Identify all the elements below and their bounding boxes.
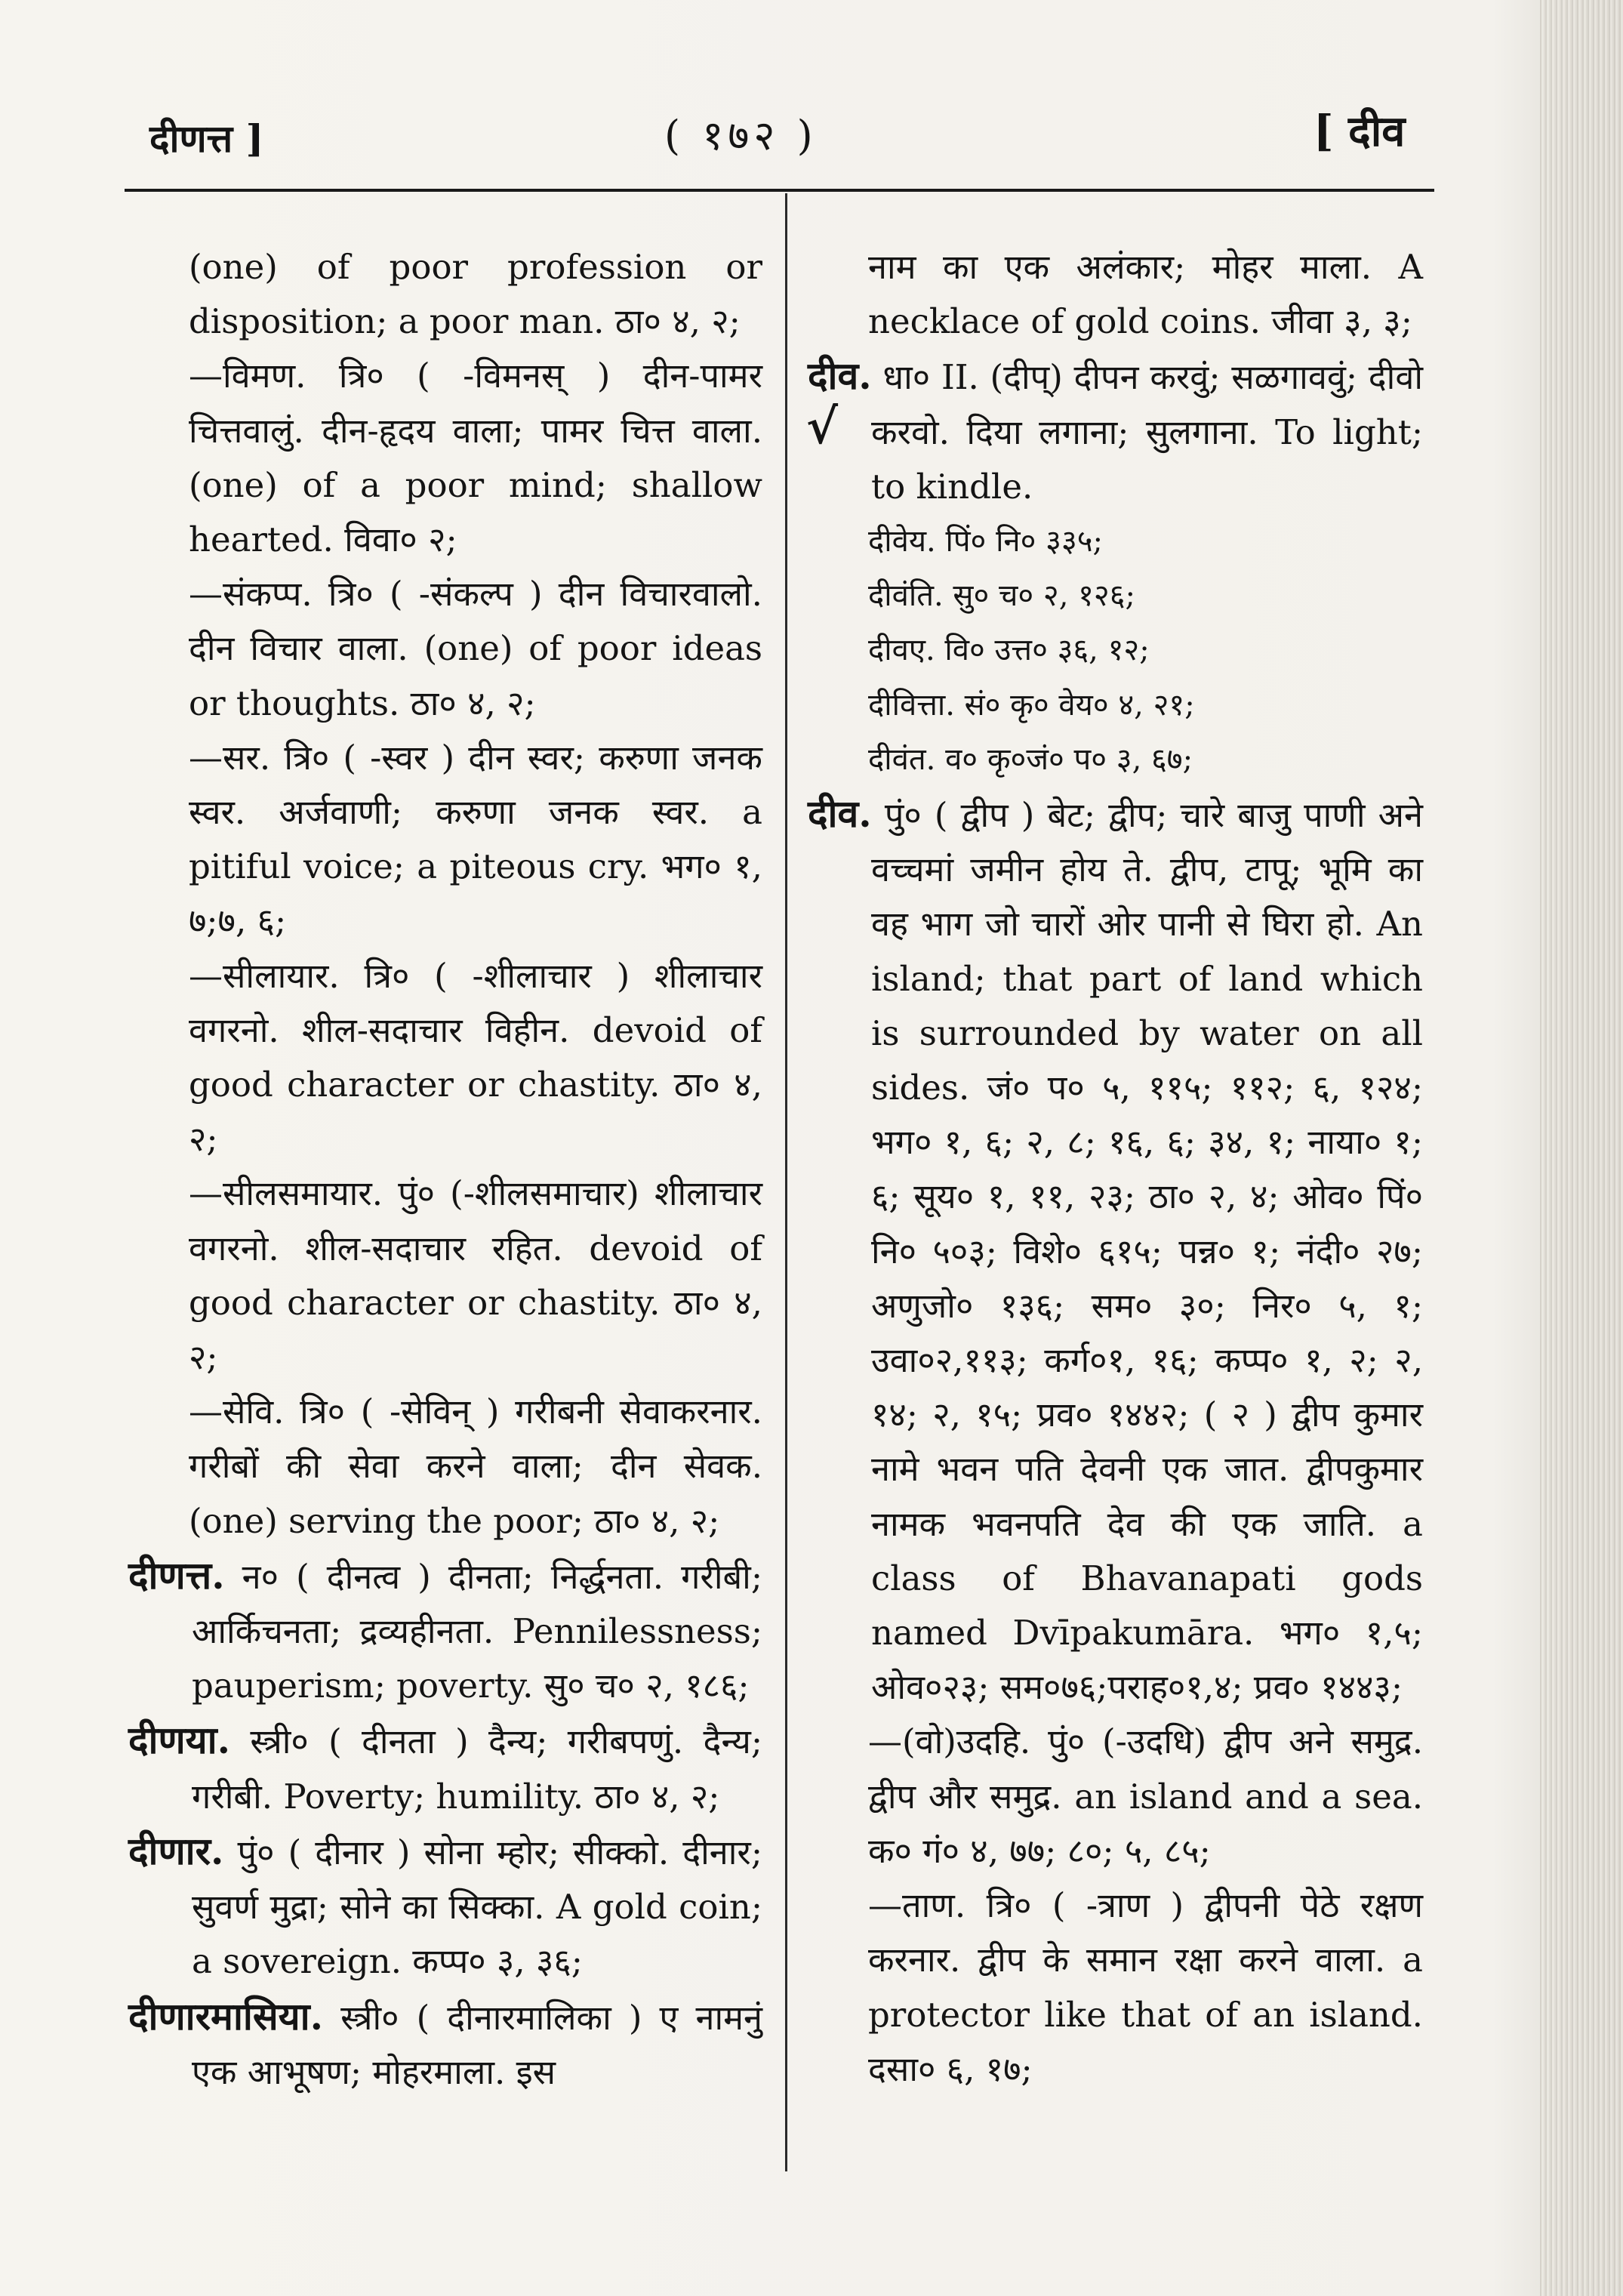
sub-entry-silayar: —सीलायार. त्रि० ( -शीलाचार ) शीलाचार वगरनो. शील-सदाचार विहीन. devoid of good character or chastity. ठा० ४, २; xyxy=(189,955,762,1160)
entry-dinaramasiya xyxy=(128,1989,762,2100)
sub-entry-viman: —विमण. त्रि० ( -विमनस् ) दीन-पामर चित्तवालुं. दीन-हृदय वाला; पामर चित्त वाला. (one) of a poor mind; shallow hearted. विवा० २; xyxy=(189,356,762,560)
verb-form: दीवित्ता. सं० कृ० वेय० ४, २१; xyxy=(868,687,1195,723)
column-divider xyxy=(785,193,787,2171)
header-right-guideword: [ दीव xyxy=(1313,106,1406,156)
entry-div-verb xyxy=(808,349,1423,514)
definition: स्त्री० ( दीनता ) दैन्य; गरीबपणुं. दैन्य; गरीबी. Poverty; humility. ठा० ४, २; xyxy=(192,1721,762,1817)
sub-entry-sankapp: —संकप्प. त्रि० ( -संकल्प ) दीन विचारवालो. दीन विचार वाला. (one) of poor ideas or thoughts. ठा० ४, २; xyxy=(189,574,762,723)
headword: दीणत्त. xyxy=(128,1552,225,1598)
definition: धा० II. (दीप्) दीपन करवुं; सळगाववुं; दीवो करवो. दिया लगाना; सुलगाना. To light; to kindle. xyxy=(871,357,1423,507)
entry-continuation-right: नाम का एक अलंकार; मोहर माला. A necklace of gold coins. जीवा ३, ३; xyxy=(868,247,1423,342)
right-column xyxy=(808,240,1423,2097)
verb-form: दीवए. वि० उत्त० ३६, १२; xyxy=(868,633,1150,668)
check-mark: √ xyxy=(806,399,839,455)
headword: दीणया. xyxy=(128,1718,231,1763)
sub-entry-sevi: —सेवि. त्रि० ( -सेविन् ) गरीबनी सेवाकरनार. गरीबों की सेवा करने वाला; दीन सेवक. (one) serving the poor; ठा० ४, २; xyxy=(189,1391,762,1541)
entry-dinaya xyxy=(128,1713,762,1823)
sub-entry-udahi: —(वो)उदहि. पुं० (-उदधि) द्वीप अने समुद्र. द्वीप और समुद्र. an island and a sea. क० गं० ४, ७७; ८०; ५, ८५; xyxy=(868,1721,1423,1871)
left-column xyxy=(128,240,762,2100)
headword: दीव. xyxy=(808,791,872,837)
entry-dinar xyxy=(128,1824,762,1989)
definition: न० ( दीनत्व ) दीनता; निर्द्धनता. गरीबी; आर्किचनता; द्रव्यहीनता. Pennilessness; pauperism; poverty. सु० च० २, १८६; xyxy=(192,1556,762,1706)
verb-form: दीवेय. पिं० नि० ३३५; xyxy=(868,524,1104,559)
header-rule xyxy=(125,189,1434,192)
definition: स्त्री० ( दीनारमालिका ) ए नामनुं एक आभूषण; मोहरमाला. इस xyxy=(192,1997,762,2092)
sub-entry-silasamayar: —सीलसमायार. पुं० (-शीलसमाचार) शीलाचार वगरनो. शील-सदाचार रहित. devoid of good character or chastity. ठा० ४, २; xyxy=(189,1173,762,1378)
scan-edge xyxy=(1540,0,1623,2296)
headword: दीणारमासिया. xyxy=(128,1993,324,2039)
headword: दीव. xyxy=(808,353,872,399)
definition: पुं० ( दीनार ) सोना म्होर; सीक्को. दीनार; सुवर्ण मुद्रा; सोने का सिक्का. A gold coin; a sovereign. कप्प० ३, ३६; xyxy=(192,1832,762,1982)
headword: दीणार. xyxy=(128,1828,224,1873)
sub-entry-tana: —ताण. त्रि० ( -त्राण ) द्वीपनी पेठे रक्षण करनार. द्वीप के समान रक्षा करने वाला. a protector like that of an island. दसा० ६, १७; xyxy=(868,1885,1423,2089)
verb-form: दीवंति. सु० च० २, १२६; xyxy=(868,578,1136,614)
entry-continuation: (one) of poor profession or disposition; a poor man. ठा० ४, २; xyxy=(189,247,762,342)
sub-entry-sar: —सर. त्रि० ( -स्वर ) दीन स्वर; करुणा जनक स्वर. अर्जवाणी; करुणा जनक स्वर. a pitiful voice; a piteous cry. भग० १, ७;७, ६; xyxy=(189,737,762,942)
page-number: ( १७२ ) xyxy=(664,112,818,159)
verb-form: दीवंत. व० कृ०जं० प० ३, ६७; xyxy=(868,741,1193,777)
entry-dinatta xyxy=(128,1549,762,1714)
entry-div-noun xyxy=(808,787,1423,1715)
page-header xyxy=(0,0,1623,189)
definition: पुं० ( द्वीप ) बेट; द्वीप; चारे बाजु पाणी अने वच्चमां जमीन होय ते. द्वीप, टापू; भूमि का वह भाग जो चारों ओर पानी से घिरा हो. An island; that part of land which is surrounded by water on all sides. जं० प० ५, ११५; ११२; ६, १२४; भग० १, ६; २, ८; १६, ६; ३४, १; नाया० १; ६; सूय० १, ११, २३; ठा० २, ४; ओव० पिं० नि० ५०३; विशे० ६१५; पन्न० १; नंदी० २७; अणुजो० १३६; सम० ३०; निर० ५, १; उवा०२,११३; कर्ग०१, १६; कप्प० १, २; २, १४; २, १५; प्रव० १४४२; ( २ ) द्वीप कुमार नामे भवन पति देवनी एक जात. द्वीपकुमार नामक भवनपति देव की एक जाति. a class of Bhavanapati gods named Dvīpakumāra. भग० १,५; ओव०२३; सम०७६;पराह०१,४; प्रव० १४४३; xyxy=(871,795,1423,1708)
header-left-guideword: दीणत्त ] xyxy=(149,116,264,161)
